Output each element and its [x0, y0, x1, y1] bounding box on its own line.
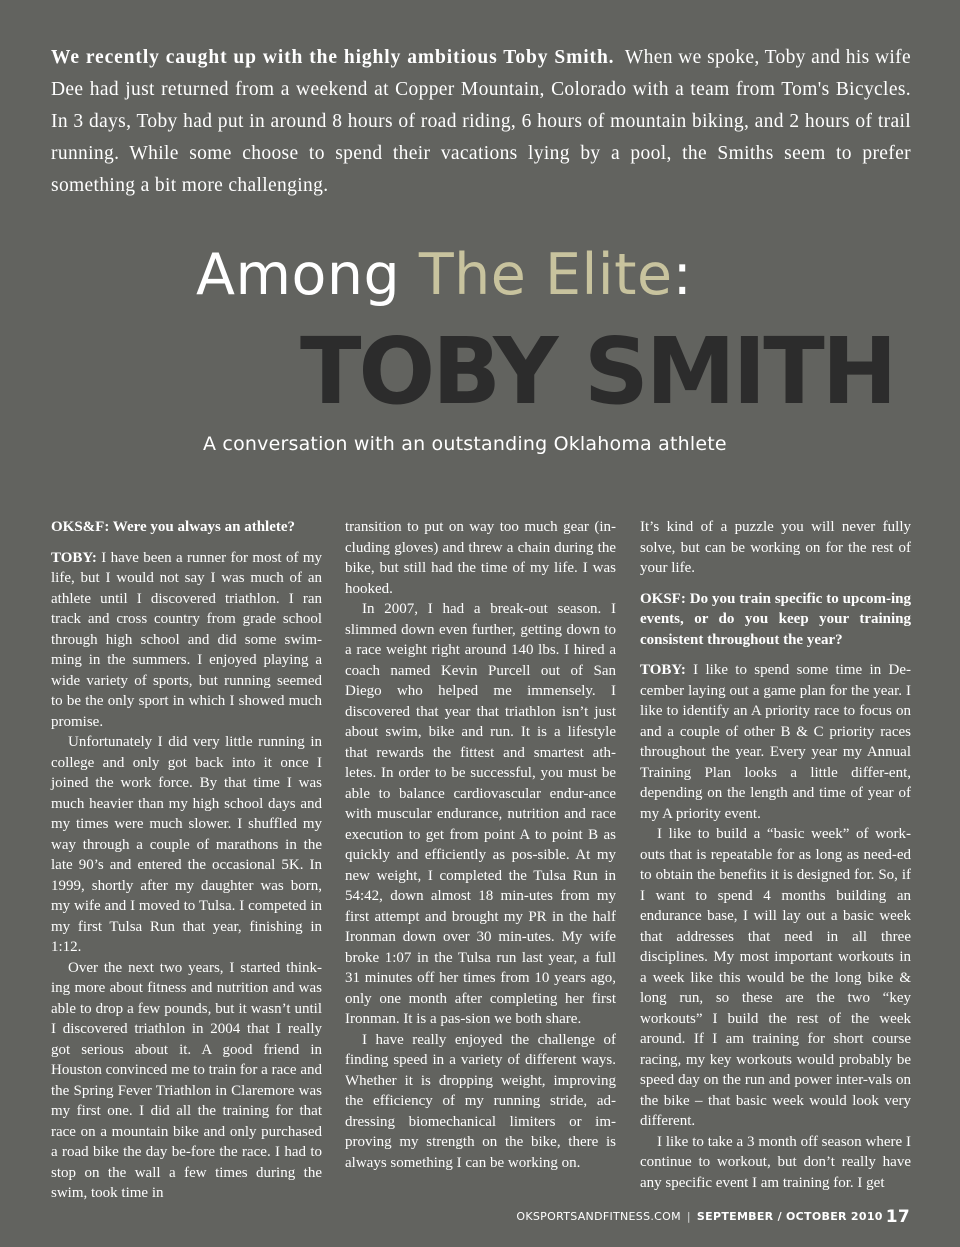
answer-2-speaker: TOBY: [640, 662, 686, 678]
article-column-1 [51, 517, 322, 1204]
answer-1 [51, 548, 322, 733]
headline-accent: The Elite [418, 242, 673, 308]
paragraph-6: I like to build a “basic week” of work-outs that is repeatable for as long as need-ed to obtain the benefits it is designed for. So, if I want to spend 4 months building an endurance base, I will lay out a basic week that addresses that need in all three disciplines. My most important workouts in a week like this would be the long bike & long run, so these are the two “key workouts” I build the rest of the week around. If I am training for short course racing, my key workouts would probably be speed day on the run and power inter-vals on the bike – that basic week would look very different. [640, 826, 911, 1129]
footer-issue: SEPTEMBER / OCTOBER 2010 [696, 1210, 883, 1223]
paragraph-4: In 2007, I had a break-out season. I slimmed down even further, getting down to a race weight right around 140 lbs. I hired a coach named Kevin Purcell out of San Diego who helped me immensely. I discovered that year that triathlon isn’t just about swim, bike and run. It is a lifestyle that rewards the fittest and smartest ath-letes. In order to be successful, you must be able to balance cardiovascular endur-ance with muscular endurance, nutrition and race execution to get from point A to point B as quickly and efficiently as pos-sible. At my new weight, I completed the Tulsa Run in 54:42, down almost 18 min-utes from my first attempt and brought my PR in the half Ironman down over 30 min-utes. My wife broke 1:07 in the Tulsa run last year, a full 31 minutes off her times from 10 years ago, only one month after completing her first Ironman. It is a pas-sion we both share. [345, 601, 616, 1027]
intro-body: When we spoke, Toby and his wife Dee had just returned from a weekend at Copper Mountain, Colorado with a team from Tom's Bicycles. In 3 days, Toby had put in around 8 hours of road riding, 6 hours of mountain biking, and 2 hours of trail running. While some choose to spend their vacations lying by a pool, the Smiths seem to prefer something a bit more challenging. [51, 47, 912, 196]
paragraph-5-continued: It’s kind of a puzzle you will never fully solve, but can be working on for the rest of your life. [640, 519, 911, 576]
headline-among-the-elite [196, 240, 692, 310]
intro-lead: We recently caught up with the highly ambitious Toby Smith. [51, 47, 615, 68]
headline-part1: Among [196, 242, 419, 308]
page-footer [516, 1206, 910, 1228]
paragraph-3: Over the next two years, I started think-ing more about fitness and nutrition and was able to drop a few pounds, but it wasn’t until I discovered triathlon in 2004 that I really got serious about it. A good friend in Houston convinced me to train for a race and the Spring Fever Triathlon in Claremore was my first one. I did all the training for that race on a mountain bike and only purchased a road bike the day be-fore the race. I had to stop on the wall a few times during the swim, took time in [51, 959, 322, 1201]
paragraph-7: I like to take a 3 month off season where I continue to workout, but don’t really have any specific event I am training for. I get [640, 1133, 911, 1191]
answer-2-text: I like to spend some time in De-cember laying out a game plan for the year. I like to identify an A priority race to focus on and a couple of other B & C priority races throughout the year. Every year my Annual Training Plan looks a little differ-ent, depending on the length and time of year of my A priority event. [640, 662, 911, 822]
question-2: OKSF: Do you train specific to upcom-ing events, or do you keep your training consistent throughout the year? [640, 590, 911, 648]
headline-subtitle: A conversation with an outstanding Oklahoma athlete [203, 433, 727, 455]
answer-1-text: I have been a runner for most of my life, but I would not say I was much of an athlete until I discovered triathlon. I ran track and cross country from grade school through high school and did some swim-ming in the summers. I enjoyed playing a wide variety of sports, but running seemed to be the only sport in which I showed much promise. [51, 549, 322, 730]
page-number: 17 [885, 1207, 910, 1227]
article-column-3 [640, 517, 911, 1193]
footer-separator: | [686, 1210, 691, 1223]
headline-name: TOBY SMITH [300, 318, 895, 425]
article-column-2 [345, 517, 616, 1173]
paragraph-2: Unfortunately I did very little running in college and only got back into it once I joined the work force. By that time I was much heavier than my high school days and my times were much slower. I shuffled my way through a couple of marathons in the late 90’s and entered the occasional 5K. In 1999, shortly after my daughter was born, my wife and I moved to Tulsa. I competed in my first Tulsa Run that year, finishing in 1:12. [51, 734, 322, 955]
answer-2 [640, 660, 911, 824]
footer-site: OKSPORTSANDFITNESS.COM [516, 1210, 681, 1223]
question-1: OKS&F: Were you always an athlete? [51, 519, 296, 535]
headline-colon: : [672, 242, 693, 308]
paragraph-3-continued: transition to put on way too much gear (in-cluding gloves) and threw a chain during the bike, but still had the time of my life. I was hooked. [345, 519, 616, 597]
answer-1-speaker: TOBY: [51, 549, 97, 566]
intro-paragraph [51, 42, 911, 202]
paragraph-5: I have really enjoyed the challenge of finding speed in a variety of different ways. Whether it is dropping weight, improving the efficiency of my running stride, ad-dressing biomechanical limiters or im-proving my strength on the bike, there is always something I can be working on. [345, 1031, 616, 1171]
